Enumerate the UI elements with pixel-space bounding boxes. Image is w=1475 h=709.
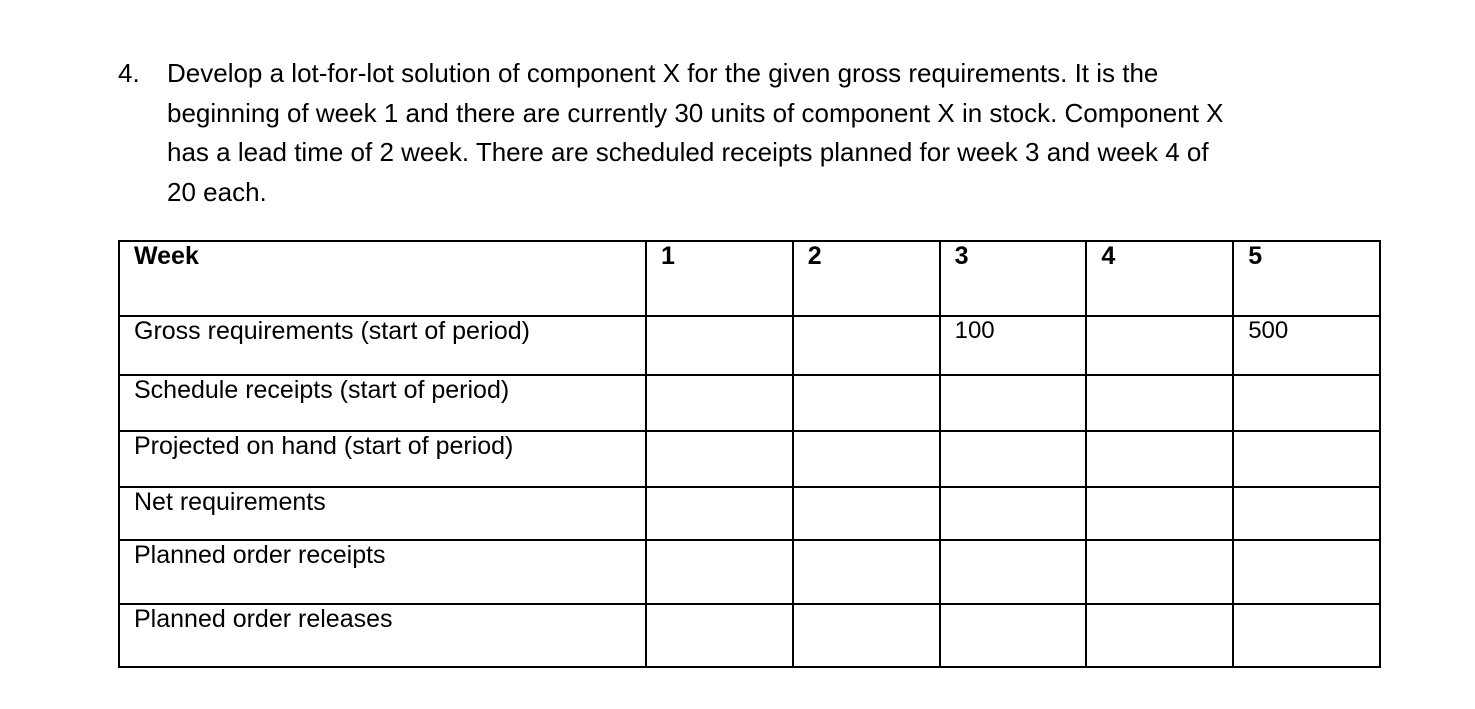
table-cell[interactable]: 500 [1233,316,1380,375]
table-cell[interactable] [1233,540,1380,604]
table-cell[interactable] [1233,604,1380,667]
week-header-label: Week [119,241,646,316]
row-label: Planned order releases [119,604,646,667]
week-header-2: 2 [793,241,940,316]
table-cell[interactable] [793,431,940,487]
week-header-5: 5 [1233,241,1380,316]
table-cell[interactable] [940,540,1087,604]
question-number: 4. [118,58,140,88]
question-line: beginning of week 1 and there are currently 30 units of component X in stock. Component X [167,97,1224,128]
table-row [119,604,1380,667]
row-label: Planned order receipts [119,540,646,604]
table-cell[interactable] [940,431,1087,487]
row-label: Net requirements [119,487,646,540]
table-cell[interactable] [793,604,940,667]
table-row [119,540,1380,604]
table-row [119,375,1380,431]
table-cell[interactable] [1086,316,1233,375]
row-label: Projected on hand (start of period) [119,431,646,487]
question-line: 20 each. [167,176,267,207]
question-line: Develop a lot-for-lot solution of component X for the given gross requirements. It is the [167,58,1159,88]
table-cell[interactable] [793,316,940,375]
week-header-4: 4 [1086,241,1233,316]
table-cell[interactable] [940,604,1087,667]
row-label: Gross requirements (start of period) [119,316,646,375]
table-cell[interactable] [1233,487,1380,540]
table-header-row [119,241,1380,316]
table-cell[interactable] [646,316,793,375]
table-cell[interactable] [1086,604,1233,667]
table-cell[interactable] [1233,431,1380,487]
table-cell[interactable] [646,540,793,604]
table-row [119,431,1380,487]
table-cell[interactable] [1086,431,1233,487]
table-cell[interactable] [793,487,940,540]
table-cell[interactable] [1086,540,1233,604]
table-row [119,487,1380,540]
table-cell[interactable] [1233,375,1380,431]
question-text [167,54,1387,212]
week-header-3: 3 [940,241,1087,316]
mrp-table [118,240,1381,668]
table-cell[interactable] [646,375,793,431]
table-row [119,316,1380,375]
table-cell[interactable] [646,431,793,487]
table-cell[interactable] [646,604,793,667]
table-cell[interactable] [1086,487,1233,540]
table-cell[interactable] [1086,375,1233,431]
row-label: Schedule receipts (start of period) [119,375,646,431]
table-cell[interactable] [646,487,793,540]
table-cell[interactable] [940,375,1087,431]
table-cell[interactable] [793,540,940,604]
table-cell[interactable] [793,375,940,431]
table-cell[interactable] [940,487,1087,540]
question-line: has a lead time of 2 week. There are scheduled receipts planned for week 3 and week 4 of [167,137,1209,167]
table-cell[interactable]: 100 [940,316,1087,375]
week-header-1: 1 [646,241,793,316]
